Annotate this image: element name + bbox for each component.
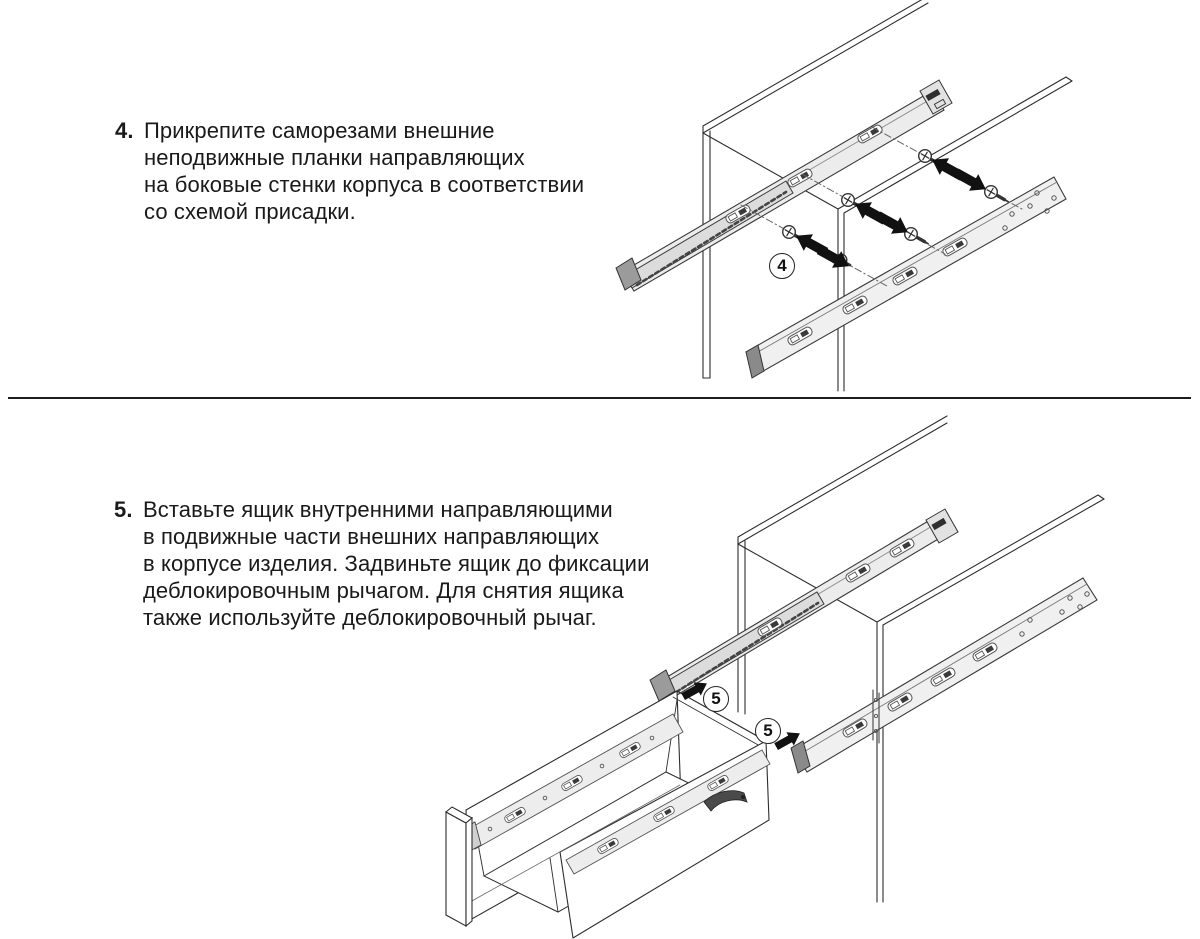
instruction-line: неподвижные планки направляющих [144,145,525,170]
insertion-arrows [679,677,803,753]
instruction-line: также используйте деблокировочный рычаг. [143,605,597,630]
step-number: 5. [114,497,133,522]
instruction-line: в корпусе изделия. Задвиньте ящик до фиксации [143,551,650,576]
screw-icon [905,228,928,244]
section-divider [8,397,1191,399]
drawer-front-board [446,807,472,926]
mounting-rail-right-bottom [791,578,1097,773]
screw-icon [985,186,1008,202]
cabinet-outline-bottom [738,416,1104,902]
instruction-line: Вставьте ящик внутренними направляющими [143,497,613,522]
step-callout-badge: 5 [755,718,781,744]
instruction-line: на боковые стенки корпуса в соответствии [144,172,585,197]
step-5-instruction [114,496,734,631]
step-4-instruction [115,117,675,225]
instruction-line: в подвижные части внешних направляющих [143,524,600,549]
step4-diagram [616,0,1072,391]
step5-diagram [446,416,1104,938]
drawer [446,691,770,938]
instruction-line: со схемой присадки. [144,199,356,224]
instruction-line: Прикрепите саморезами внешние [144,118,495,143]
step-callout-badge: 4 [769,253,795,279]
instruction-line: деблокировочным рычагом. Для снятия ящика [143,578,624,603]
step-callout-badge: 5 [703,686,729,712]
step-number: 4. [115,118,134,143]
